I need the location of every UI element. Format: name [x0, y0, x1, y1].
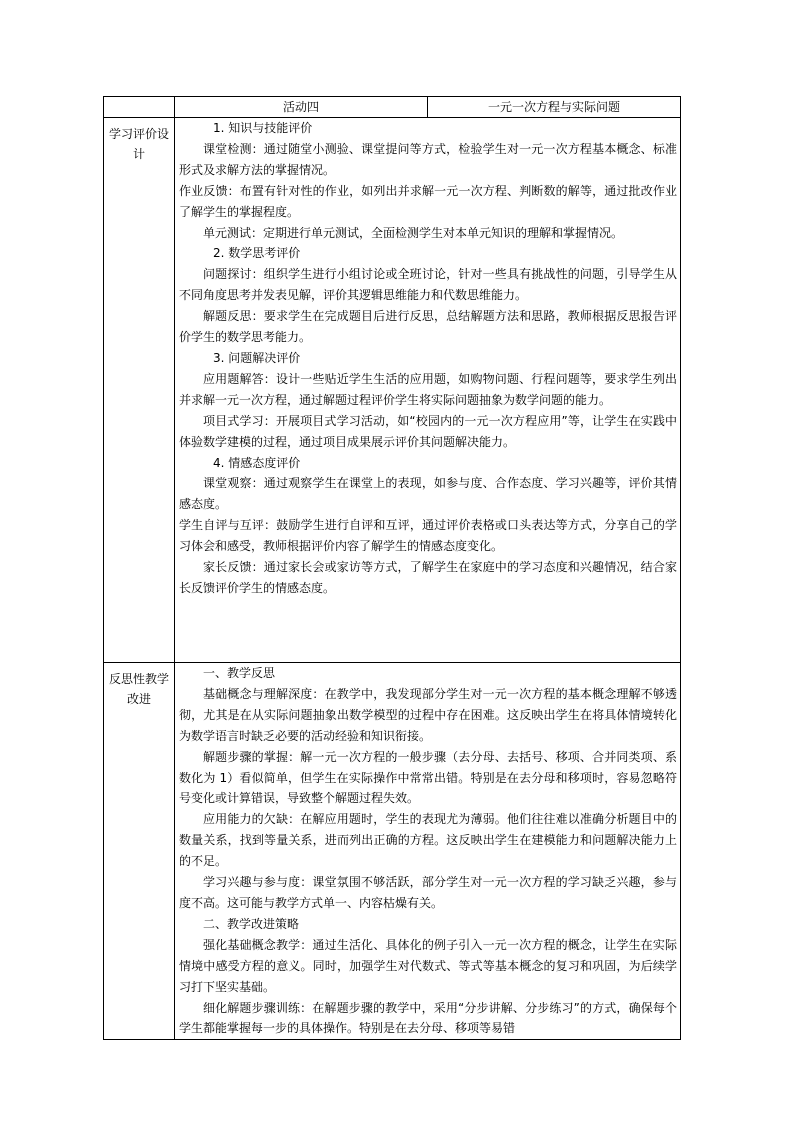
evaluation-paragraph: 家长反馈：通过家长会或家访等方式，了解学生在家庭中的学习态度和兴趣情况，结合家长反馈评价学生的情感态度。	[179, 560, 677, 595]
evaluation-paragraph: 项目式学习：开展项目式学习活动，如“校园内的一元一次方程应用”等，让学生在实践中体验数学建模的过程，通过项目成果展示评价其问题解决能力。	[179, 413, 677, 449]
header-topic-cell: 一元一次方程与实际问题	[428, 97, 681, 118]
reflection-section-heading: 二、教学改进策略	[203, 916, 300, 931]
reflection-label: 反思性教学改进	[104, 663, 175, 1040]
header-activity-cell: 活动四	[175, 97, 428, 118]
evaluation-section-heading: 3. 问题解决评价	[213, 350, 301, 365]
evaluation-paragraph: 学生自评与互评：鼓励学生进行自评和互评，通过评价表格或口头表达等方式，分享自己的学习体会和感受，教师根据评价内容了解学生的情感态度变化。	[179, 518, 677, 554]
evaluation-paragraph: 课堂检测：通过随堂小测验、课堂提问等方式，检验学生对一元一次方程基本概念、标准形式及求解方法的掌握情况。	[179, 141, 677, 177]
evaluation-label: 学习评价设计	[104, 118, 175, 663]
evaluation-paragraph: 课堂观察：通过观察学生在课堂上的表现，如参与度、合作态度、学习兴趣等，评价其情感态度。	[179, 476, 677, 512]
evaluation-paragraph: 作业反馈：布置有针对性的作业，如列出并求解一元一次方程、判断数的解等，通过批改作业了解学生的掌握程度。	[179, 183, 677, 219]
evaluation-paragraph: 解题反思：要求学生在完成题目后进行反思，总结解题方法和思路，教师根据反思报告评价学生的数学思考能力。	[179, 309, 677, 345]
reflection-section-heading: 一、教学反思	[203, 666, 276, 680]
evaluation-paragraph: 问题探讨：组织学生进行小组讨论或全班讨论，针对一些具有挑战性的问题，引导学生从不同角度思考并发表见解，评价其逻辑思维能力和代数思维能力。	[179, 267, 677, 303]
evaluation-paragraph: 应用题解答：设计一些贴近学生生活的应用题，如购物问题、行程问题等，要求学生列出并求解一元一次方程，通过解题过程评价学生将实际问题抽象为数学问题的能力。	[179, 371, 677, 407]
evaluation-row	[104, 118, 681, 663]
lesson-plan-table	[103, 96, 681, 1040]
reflection-row	[104, 663, 681, 1040]
evaluation-section-heading: 4. 情感态度评价	[213, 455, 301, 470]
reflection-paragraph: 细化解题步骤训练：在解题步骤的教学中，采用“分步讲解、分步练习”的方式，确保每个学生都能掌握每一步的具体操作。特别是在去分母、移项等易错	[179, 1000, 677, 1036]
reflection-paragraph: 强化基础概念教学：通过生活化、具体化的例子引入一元一次方程的概念，让学生在实际情境中感受方程的意义。同时，加强学生对代数式、等式等基本概念的复习和巩固，为后续学习打下坚实基础。	[179, 937, 677, 994]
table-header-row	[104, 97, 681, 118]
reflection-paragraph: 基础概念与理解深度：在教学中，我发现部分学生对一元一次方程的基本概念理解不够透彻，尤其是在从实际问题抽象出数学模型的过程中存在困难。这反映出学生在将具体情境转化为数学语言时缺乏必要的活动经验和知识衔接。	[179, 686, 677, 743]
evaluation-section-heading: 2. 数学思考评价	[213, 246, 301, 261]
reflection-content	[175, 663, 681, 1040]
evaluation-paragraph: 单元测试：定期进行单元测试，全面检测学生对本单元知识的理解和掌握情况。	[203, 225, 624, 240]
reflection-paragraph: 学习兴趣与参与度：课堂氛围不够活跃，部分学生对一元一次方程的学习缺乏兴趣，参与度不高。这可能与教学方式单一、内容枯燥有关。	[179, 875, 677, 910]
reflection-paragraph: 应用能力的欠缺：在解应用题时，学生的表现尤为薄弱。他们往往难以准确分析题目中的数量关系，找到等量关系，进而列出正确的方程。这反映出学生在建模能力和问题解决能力上的不足。	[179, 812, 677, 869]
header-empty-cell	[104, 97, 175, 118]
evaluation-section-heading: 1. 知识与技能评价	[213, 121, 313, 135]
evaluation-content	[175, 118, 681, 663]
reflection-paragraph: 解题步骤的掌握：解一元一次方程的一般步骤（去分母、去括号、移项、合并同类项、系数化为 1）看似简单，但学生在实际操作中常常出错。特别是在去分母和移项时，容易忽略符号变化或计算错误，导致整个解题过程失效。	[179, 749, 677, 806]
